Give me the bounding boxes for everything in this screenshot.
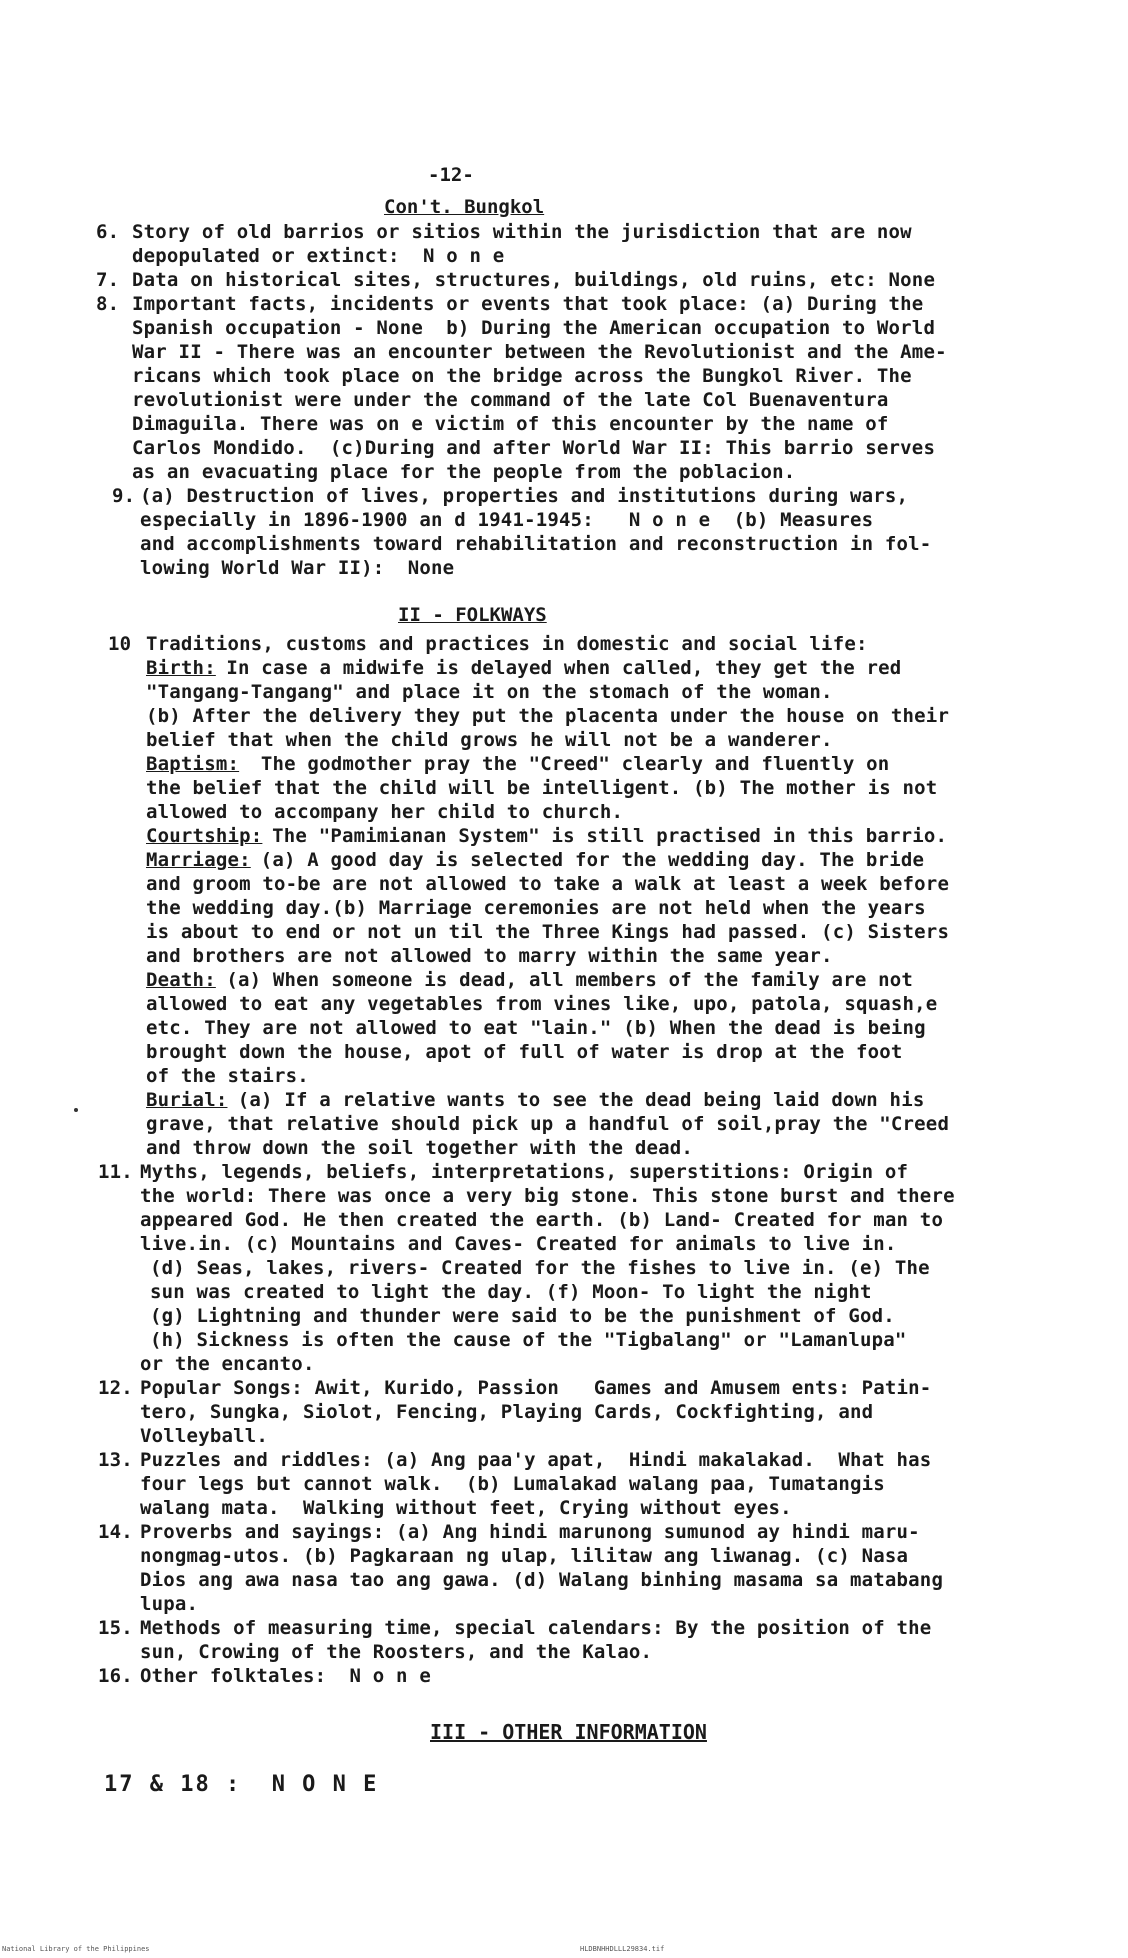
page-number: -12- xyxy=(428,164,474,186)
folkway-text-line: the wedding day.(b) Marriage ceremonies are not held when the years xyxy=(146,897,926,919)
folkway-text-line: is about to end or not un til the Three Kings had passed. (c) Sisters xyxy=(146,921,950,943)
item-text-line: (g) Lightning and thunder were said to be the punishment of God. xyxy=(150,1305,895,1327)
label-death: Death: xyxy=(146,969,216,991)
item-text-line: revolutionist were under the command of the late Col Buenaventura xyxy=(132,389,889,411)
item-number: 10 xyxy=(108,633,132,655)
item-text-line: Important facts, incidents or events that took place: (a) During the xyxy=(132,293,924,315)
section-3-title: III - OTHER INFORMATION xyxy=(430,1720,707,1744)
item-text-line: (h) Sickness is often the cause of the "Tigbalang" or "Lamanlupa" xyxy=(150,1329,907,1351)
item-text-line: sun was created to light the day. (f) Moon- To light the night xyxy=(150,1281,872,1303)
item-text-line: Popular Songs: Awit, Kurido, Passion Games and Amusem ents: Patin- xyxy=(140,1377,932,1399)
item-number: 16. xyxy=(98,1665,133,1687)
item-number: 13. xyxy=(98,1449,133,1471)
item-text-line: Methods of measuring time, special calendars: By the position of the xyxy=(140,1617,932,1639)
folkway-text-line: "Tangang-Tangang" and place it on the stomach of the woman. xyxy=(146,681,833,703)
item-text-line: Puzzles and riddles: (a) Ang paa'y apat, Hindi makalakad. What has xyxy=(140,1449,932,1471)
item-number: 9. xyxy=(112,485,136,507)
label-burial: Burial: xyxy=(146,1089,228,1111)
label-courtship: Courtship: xyxy=(146,825,263,847)
item-text-line: sun, Crowing of the Roosters, and the Kalao. xyxy=(140,1641,653,1663)
folkway-text-line: (b) After the delivery they put the placenta under the house on their xyxy=(146,705,950,727)
folkway-text-line: allowed to accompany her child to church. xyxy=(146,801,624,823)
item-text-line: ricans which took place on the bridge across the Bungkol River. The xyxy=(132,365,912,387)
item-text-line: walang mata. Walking without feet, Crying without eyes. xyxy=(140,1497,792,1519)
item-text-line: tero, Sungka, Siolot, Fencing, Playing Cards, Cockfighting, and xyxy=(140,1401,874,1423)
item-text-line: Dios ang awa nasa tao ang gawa. (d) Walang binhing masama sa matabang xyxy=(140,1569,944,1591)
folkway-text-line: The "Pamimianan System" is still practised in this barrio. xyxy=(260,825,948,847)
footer-library-credit: National Library of the Philippines xyxy=(2,1945,150,1953)
item-number: 6. xyxy=(96,221,120,243)
item-text-line: Spanish occupation - None b) During the American occupation to World xyxy=(132,317,936,339)
item-text-line: (d) Seas, lakes, rivers- Created for the fishes to live in. (e) The xyxy=(150,1257,930,1279)
folkway-text-line: In case a midwife is delayed when called, they get the red xyxy=(214,657,902,679)
item-number: 8. xyxy=(96,293,120,315)
folkway-text-line: grave, that relative should pick up a handful of soil,pray the "Creed xyxy=(146,1113,950,1135)
item-number: 11. xyxy=(98,1161,133,1183)
item-number: 7. xyxy=(96,269,120,291)
item-text-line: War II - There was an encounter between the Revolutionist and the Ame- xyxy=(132,341,947,363)
item-number: 12. xyxy=(98,1377,133,1399)
item-text-line: Data on historical sites, structures, buildings, old ruins, etc: None xyxy=(132,269,936,291)
folkway-text-line: and brothers are not allowed to marry within the same year. xyxy=(146,945,833,967)
folkway-text-line: etc. They are not allowed to eat "lain." (b) When the dead is being xyxy=(146,1017,926,1039)
item-text-line: four legs but cannot walk. (b) Lumalakad walang paa, Tumatangis xyxy=(140,1473,885,1495)
folkway-text-line: belief that when the child grows he will not be a wanderer. xyxy=(146,729,833,751)
item-text-line: Other folktales: N o n e xyxy=(140,1665,431,1687)
item-text-line: Dimaguila. There was on e victim of this encounter by the name of xyxy=(132,413,889,435)
item-text-line: Myths, legends, beliefs, interpretations, superstitions: Origin of xyxy=(140,1161,909,1183)
folkway-text-line: (a) If a relative wants to see the dead being laid down his xyxy=(226,1089,925,1111)
label-birth: Birth: xyxy=(146,657,216,679)
folkway-text-line: allowed to eat any vegetables from vines like, upo, patola, squash,e xyxy=(146,993,938,1015)
item-text-line: the world: There was once a very big stone. This stone burst and there xyxy=(140,1185,955,1207)
folkway-text-line: the belief that the child will be intelligent. (b) The mother is not xyxy=(146,777,938,799)
item-text-line: Story of old barrios or sitios within the jurisdiction that are now xyxy=(132,221,912,243)
footer-file-id: HLDBNHHDLLL29834.tif xyxy=(580,1945,665,1953)
label-marriage: Marriage: xyxy=(146,849,251,871)
page-subtitle: Con't. Bungkol xyxy=(384,196,545,218)
item-text-line: lowing World War II): None xyxy=(140,557,455,579)
folkway-text-line: brought down the house, apot of full of water is drop at the foot xyxy=(146,1041,903,1063)
folkway-text-line: and groom to-be are not allowed to take a walk at least a week before xyxy=(146,873,950,895)
item-text-line: Volleyball. xyxy=(140,1425,269,1447)
item-text-line: lupa. xyxy=(140,1593,199,1615)
item-text-line: or the encanto. xyxy=(140,1353,315,1375)
item-text-line: Proverbs and sayings: (a) Ang hindi marunong sumunod ay hindi maru- xyxy=(140,1521,920,1543)
item-text-line: and accomplishments toward rehabilitation and reconstruction in fol- xyxy=(140,533,932,555)
folkway-text-line: and throw down the soil together with the dead. xyxy=(146,1137,694,1159)
item-number: 14. xyxy=(98,1521,133,1543)
item-text-line: especially in 1896-1900 an d 1941-1945: N o n e (b) Measures xyxy=(140,509,874,531)
folkway-text-line: (a) A good day is selected for the wedding day. The bride xyxy=(249,849,925,871)
label-baptism: Baptism: xyxy=(146,753,240,775)
item-number: 15. xyxy=(98,1617,133,1639)
folkway-text-line: (a) When someone is dead, all members of the family are not xyxy=(214,969,914,991)
item-text-line: depopulated or extinct: N o n e xyxy=(132,245,505,267)
item-text-line: as an evacuating place for the people from the poblacion. xyxy=(132,461,796,483)
folkway-text-line: The godmother pray the "Creed" clearly and fluently on xyxy=(237,753,890,775)
item-heading: Traditions, customs and practices in domestic and social life: xyxy=(146,633,868,655)
section-2-title: II - FOLKWAYS xyxy=(398,604,547,626)
item-text-line: appeared God. He then created the earth. (b) Land- Created for man to xyxy=(140,1209,944,1231)
item-text-line: nongmag-utos. (b) Pagkaraan ng ulap, lilitaw ang liwanag. (c) Nasa xyxy=(140,1545,909,1567)
item-17-18: 17 & 18 : N O N E xyxy=(104,1772,379,1797)
item-text-line: Carlos Mondido. (c)During and after World War II: This barrio serves xyxy=(132,437,936,459)
item-text-line: live.in. (c) Mountains and Caves- Created for animals to live in. xyxy=(140,1233,897,1255)
folkway-text-line: of the stairs. xyxy=(146,1065,309,1087)
stray-mark xyxy=(74,1108,78,1112)
item-text-line: (a) Destruction of lives, properties and institutions during wars, xyxy=(140,485,909,507)
